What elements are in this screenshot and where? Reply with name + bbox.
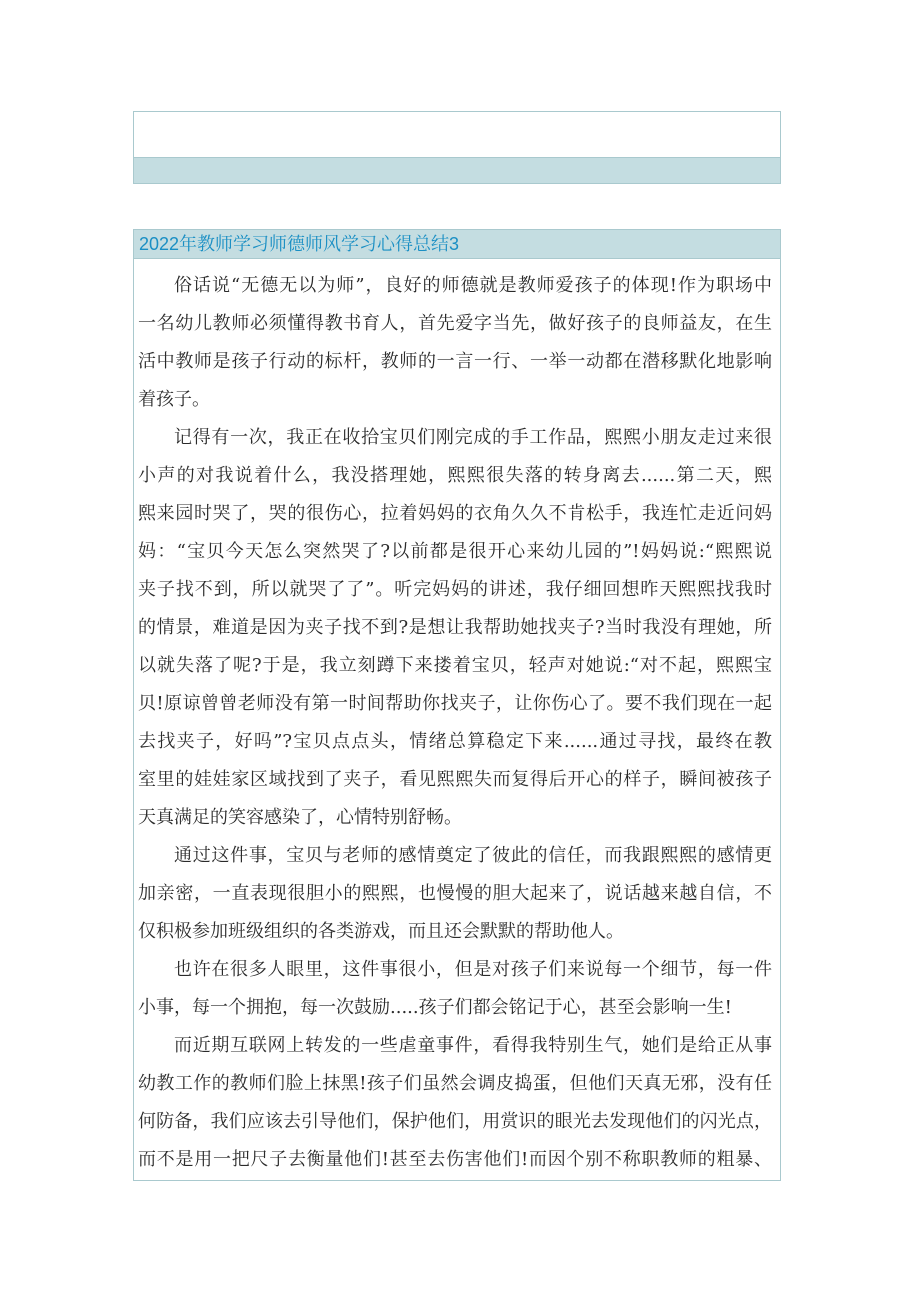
paragraph-line: 室里的娃娃家区域找到了夹子，看见熙熙失而复得后开心的样子，瞬间被孩子 <box>138 769 772 790</box>
paragraph-line: 以就失落了呢?于是，我立刻蹲下来搂着宝贝，轻声对她说:“对不起，熙熙宝 <box>138 655 772 676</box>
paragraph <box>138 267 772 419</box>
paragraph <box>138 951 772 1027</box>
paragraph-line: 而近期互联网上转发的一些虐童事件，看得我特别生气，她们是给正从事 <box>174 1035 772 1056</box>
paragraph-line: 活中教师是孩子行动的标杆，教师的一言一行、一举一动都在潜移默化地影响 <box>138 351 772 372</box>
paragraph-line: 也许在很多人眼里，这件事很小，但是对孩子们来说每一个细节，每一件 <box>174 959 772 980</box>
paragraph-line: 幼教工作的教师们脸上抹黑!孩子们虽然会调皮捣蛋，但他们天真无邪，没有任 <box>138 1073 772 1094</box>
article-title: 2022年教师学习师德师风学习心得总结3 <box>134 230 780 259</box>
paragraph-line: 俗话说“无德无以为师”，良好的师德就是教师爱孩子的体现!作为职场中 <box>174 275 772 296</box>
paragraph-line: 通过这件事，宝贝与老师的感情奠定了彼此的信任，而我跟熙熙的感情更 <box>174 845 772 866</box>
paragraph-line: 贝!原谅曾曾老师没有第一时间帮助你找夹子，让你伤心了。要不我们现在一起 <box>138 693 772 714</box>
paragraph-line: 仅积极参加班级组织的各类游戏，而且还会默默的帮助他人。 <box>138 921 624 942</box>
top-box-body <box>134 112 780 158</box>
paragraph-line: 加亲密，一直表现很胆小的熙熙，也慢慢的胆大起来了，说话越来越自信，不 <box>138 883 772 904</box>
top-box-footer-bar <box>134 158 780 183</box>
paragraph-line: 熙来园时哭了，哭的很伤心，拉着妈妈的衣角久久不肯松手，我连忙走近问妈 <box>138 503 772 524</box>
paragraph-line: 而不是用一把尺子去衡量他们!甚至去伤害他们!而因个别不称职教师的粗暴、 <box>138 1149 772 1170</box>
paragraph-line: 去找夹子，好吗”?宝贝点点头，情绪总算稳定下来......通过寻找，最终在教 <box>138 731 772 752</box>
paragraph-line: 天真满足的笑容感染了，心情特别舒畅。 <box>138 807 462 828</box>
paragraph-line: 何防备，我们应该去引导他们，保护他们，用赏识的眼光去发现他们的闪光点， <box>138 1111 772 1132</box>
top-box <box>133 111 781 184</box>
paragraph <box>138 837 772 951</box>
paragraph-line: 的情景，难道是因为夹子找不到?是想让我帮助她找夹子?当时我没有理她，所 <box>138 617 772 638</box>
paragraph-line: 小声的对我说着什么，我没搭理她，熙熙很失落的转身离去......第二天，熙 <box>138 465 772 486</box>
paragraph-line: 小事，每一个拥抱，每一次鼓励.....孩子们都会铭记于心，甚至会影响一生! <box>138 997 732 1018</box>
paragraph <box>138 419 772 837</box>
article-box <box>133 229 781 1181</box>
paragraph-line: 记得有一次，我正在收拾宝贝们刚完成的手工作品，熙熙小朋友走过来很 <box>174 427 772 448</box>
paragraph <box>138 1027 772 1179</box>
paragraph-line: 妈：“宝贝今天怎么突然哭了?以前都是很开心来幼儿园的”!妈妈说:“熙熙说 <box>138 541 772 562</box>
paragraph-line: 夹子找不到，所以就哭了了”。听完妈妈的讲述，我仔细回想昨天熙熙找我时 <box>138 579 772 600</box>
paragraph-line: 一名幼儿教师必须懂得教书育人，首先爱字当先，做好孩子的良师益友，在生 <box>138 313 772 334</box>
article-body <box>134 259 780 1179</box>
paragraph-line: 着孩子。 <box>138 389 210 410</box>
